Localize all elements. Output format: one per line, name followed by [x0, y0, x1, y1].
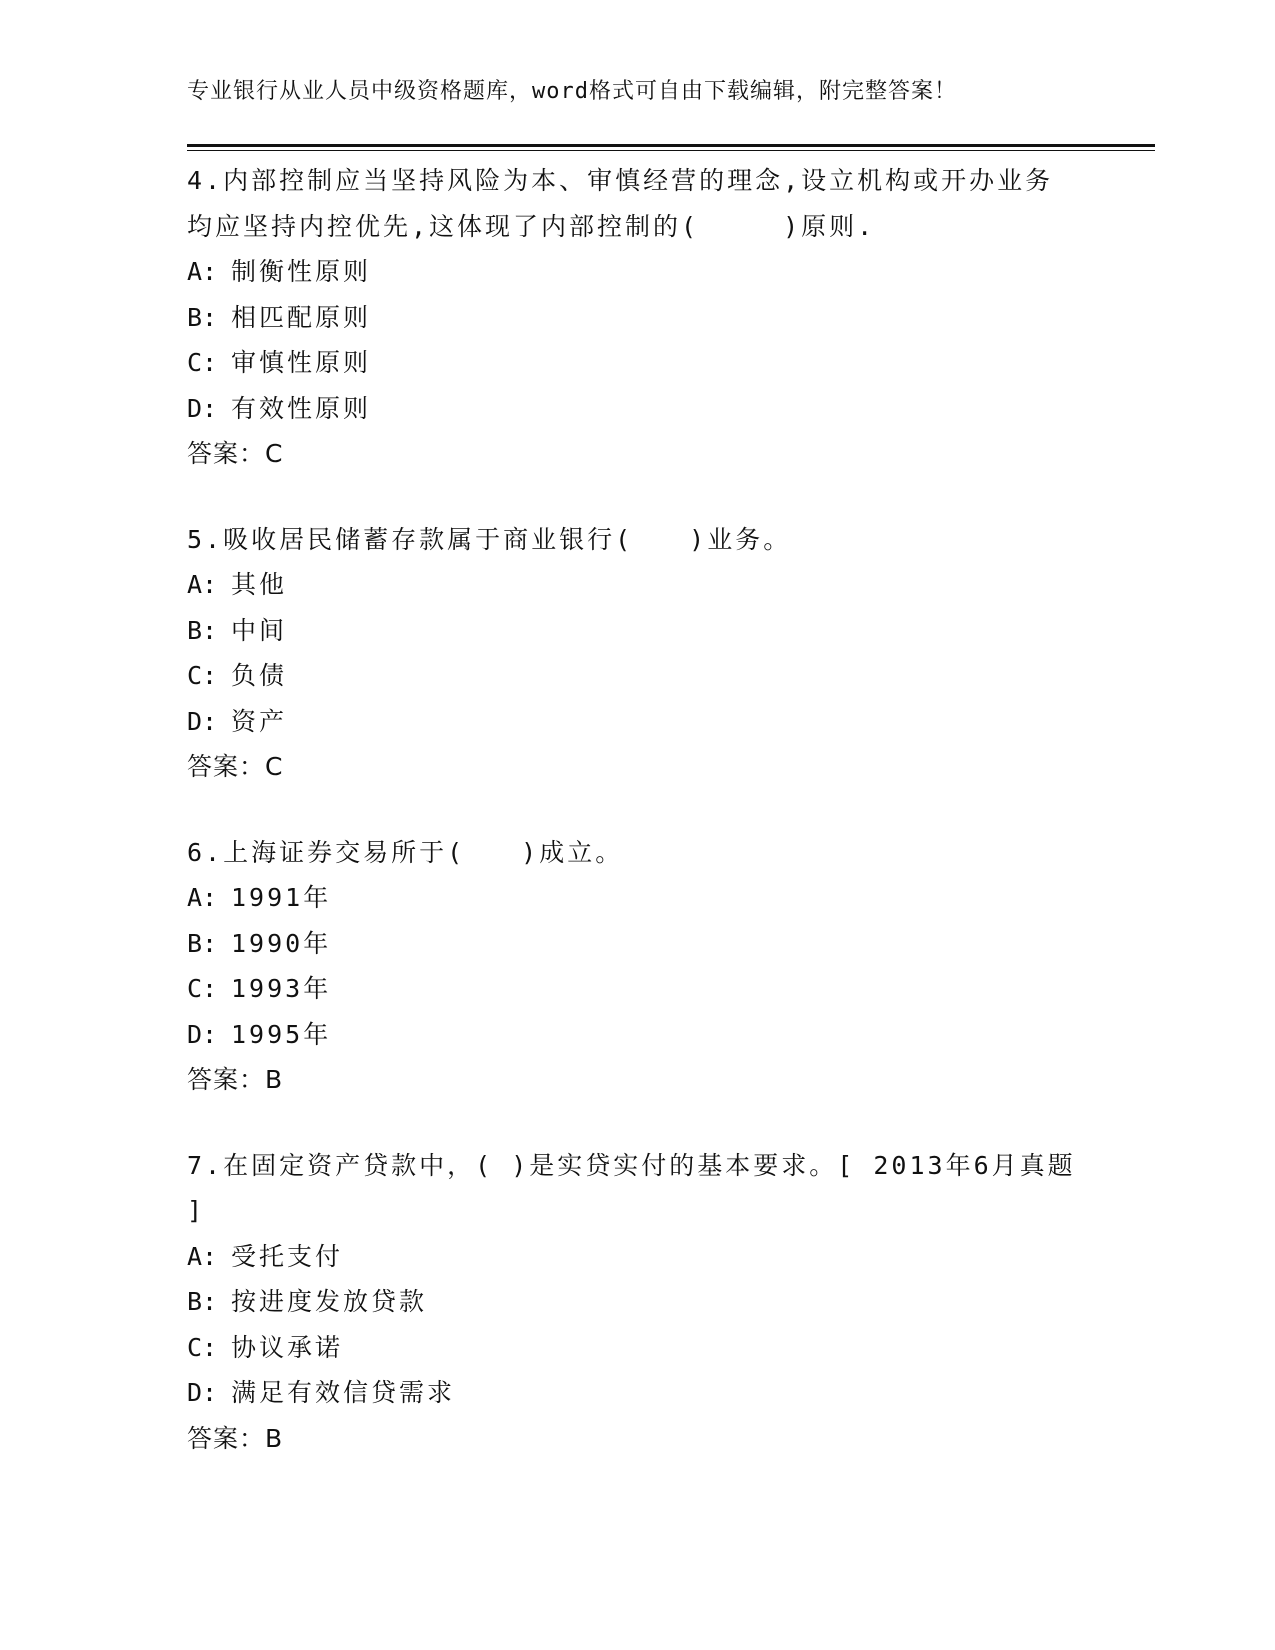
option-c	[187, 1325, 1087, 1371]
option-a	[187, 562, 1087, 608]
option-text: 1991年	[231, 883, 332, 912]
question-text: 5.吸收居民储蓄存款属于商业银行( )业务。	[187, 524, 792, 554]
option-letter: A:	[187, 883, 218, 912]
answer: 答案：B	[187, 1065, 284, 1094]
option-b	[187, 608, 1087, 654]
option-text: 负债	[231, 661, 288, 690]
option-d	[187, 699, 1087, 745]
option-c	[187, 966, 1087, 1012]
option-text: 满足有效信贷需求	[231, 1378, 456, 1407]
option-d	[187, 1370, 1087, 1416]
option-text: 1993年	[231, 974, 332, 1003]
option-letter: D:	[187, 1378, 218, 1407]
option-a	[187, 1234, 1087, 1280]
question-5	[187, 517, 1087, 790]
option-text: 制衡性原则	[231, 257, 372, 286]
option-letter: B:	[187, 302, 218, 332]
option-text: 相匹配原则	[231, 302, 372, 332]
option-letter: A:	[187, 1241, 218, 1271]
option-text: 资产	[231, 706, 288, 736]
option-letter: D:	[187, 706, 218, 736]
question-text: ]	[187, 1196, 206, 1225]
option-letter: B:	[187, 1287, 218, 1316]
option-letter: C:	[187, 348, 218, 377]
header-divider-thick	[187, 144, 1155, 147]
option-letter: B:	[187, 928, 218, 958]
question-text: 6.上海证券交易所于( )成立。	[187, 837, 624, 867]
option-c	[187, 653, 1087, 699]
option-text: 有效性原则	[231, 393, 372, 423]
question-4	[187, 158, 1087, 477]
answer: 答案：B	[187, 1423, 284, 1453]
option-a	[187, 249, 1087, 295]
option-letter: A:	[187, 257, 218, 286]
option-text: 其他	[231, 570, 288, 599]
option-letter: B:	[187, 615, 218, 645]
option-letter: C:	[187, 661, 218, 690]
question-6	[187, 830, 1087, 1103]
page-header: 专业银行从业人员中级资格题库，word格式可自由下载编辑，附完整答案！	[187, 79, 957, 104]
question-list	[187, 158, 1087, 1501]
question-text: 7.在固定资产贷款中，( )是实贷实付的基本要求。[ 2013年6月真题	[187, 1150, 1076, 1180]
option-letter: C:	[187, 1332, 218, 1362]
option-letter: A:	[187, 570, 218, 599]
question-text: 均应坚持内控优先,这体现了内部控制的( )原则.	[187, 211, 876, 241]
option-letter: C:	[187, 974, 218, 1003]
option-letter: D:	[187, 393, 218, 423]
option-text: 1995年	[231, 1019, 332, 1049]
option-d	[187, 386, 1087, 432]
answer: 答案：C	[187, 439, 284, 468]
option-c	[187, 340, 1087, 386]
option-a	[187, 875, 1087, 921]
option-d	[187, 1012, 1087, 1058]
question-7	[187, 1143, 1087, 1462]
option-text: 受托支付	[231, 1241, 344, 1271]
answer: 答案：C	[187, 752, 284, 781]
option-text: 1990年	[231, 928, 332, 958]
option-b	[187, 921, 1087, 967]
option-text: 协议承诺	[231, 1332, 344, 1362]
option-b	[187, 295, 1087, 341]
option-b	[187, 1279, 1087, 1325]
question-text: 4.内部控制应当坚持风险为本、审慎经营的理念,设立机构或开办业务	[187, 166, 1054, 195]
option-text: 中间	[231, 615, 288, 645]
option-text: 审慎性原则	[231, 348, 372, 377]
header-divider-thin	[187, 150, 1155, 151]
option-letter: D:	[187, 1019, 218, 1049]
option-text: 按进度发放贷款	[231, 1287, 428, 1316]
